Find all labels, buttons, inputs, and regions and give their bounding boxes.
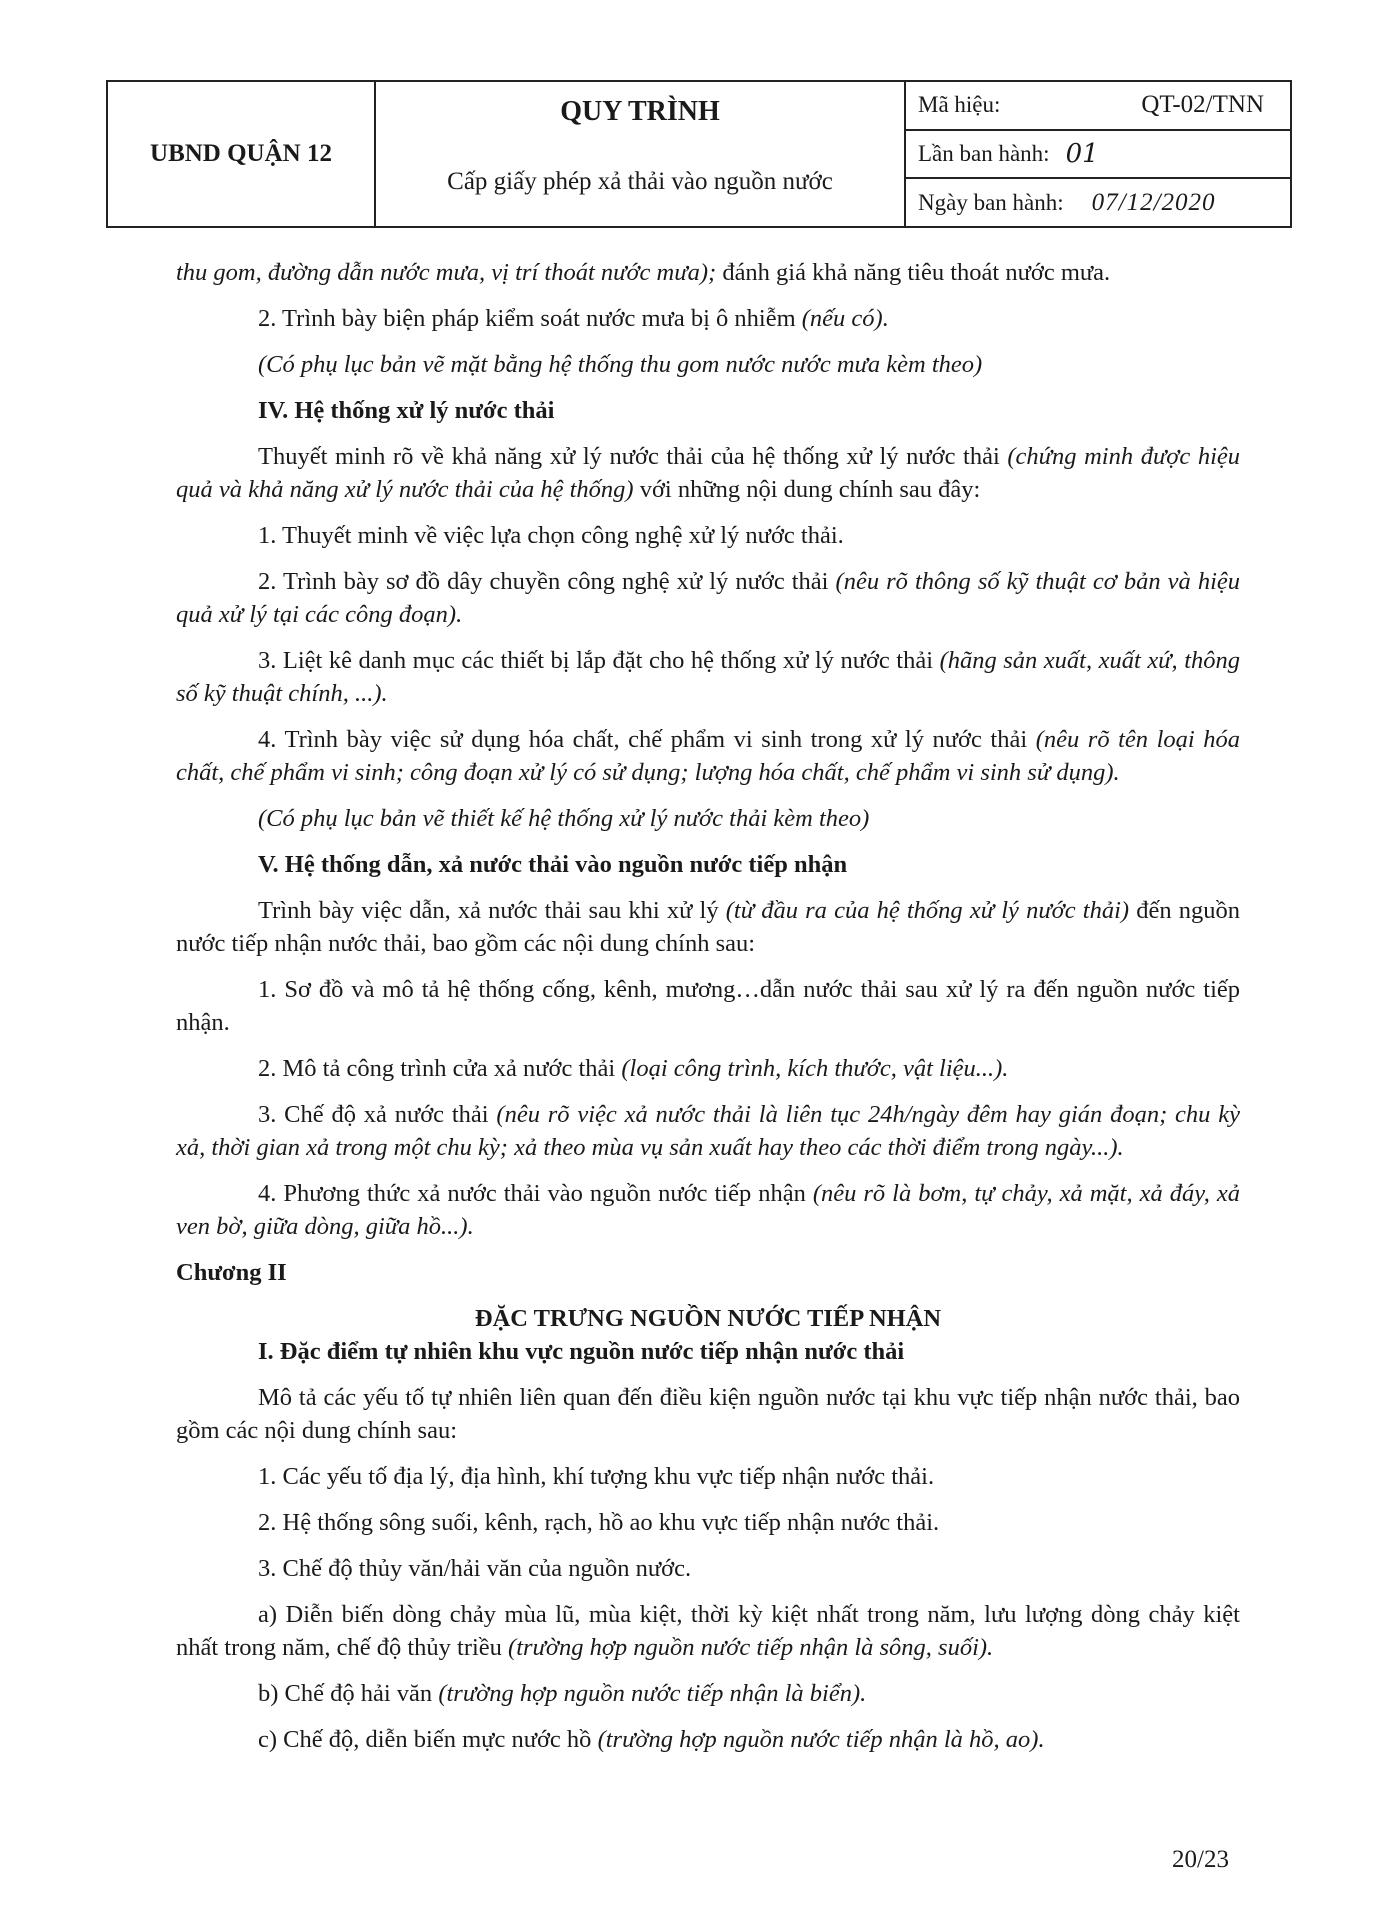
italic-text: (trường hợp nguồn nước tiếp nhận là hồ, ao). xyxy=(597,1726,1045,1753)
text: 4. Trình bày việc sử dụng hóa chất, chế phẩm vi sinh trong xử lý nước thải xyxy=(258,726,1036,753)
text: 3. Chế độ xả nước thải xyxy=(258,1101,497,1128)
paragraph: 1. Thuyết minh về việc lựa chọn công nghệ xử lý nước thải. xyxy=(258,522,844,549)
text: đánh giá khả năng tiêu thoát nước mưa. xyxy=(716,259,1111,286)
text: a) Diễn biến dòng chảy mùa lũ, mùa kiệt, thời kỳ kiệt nhất trong năm, lưu lượng dòng chảy kiệt nhất trong năm, chế độ thủy triều xyxy=(176,1601,1240,1661)
issue-row xyxy=(906,131,1290,180)
italic-text: (trường hợp nguồn nước tiếp nhận là sông, suối). xyxy=(508,1634,994,1661)
paragraph xyxy=(176,1723,1240,1756)
title-cell xyxy=(376,82,906,226)
paragraph: 1. Sơ đồ và mô tả hệ thống cống, kênh, mương…dẫn nước thải sau xử lý ra đến nguồn nước tiếp nhận. xyxy=(176,976,1240,1036)
italic-text: (nêu rõ thông số kỹ thuật cơ bản và hiệu quả xử lý tại các công đoạn). xyxy=(176,568,1241,628)
section-heading-iv: IV. Hệ thống xử lý nước thải xyxy=(258,397,555,424)
paragraph xyxy=(176,1677,1240,1710)
paragraph xyxy=(176,256,1240,289)
code-value: QT-02/TNN xyxy=(1141,91,1264,119)
italic-text: (nếu có). xyxy=(801,305,889,332)
paragraph: 1. Các yếu tố địa lý, địa hình, khí tượng khu vực tiếp nhận nước thải. xyxy=(258,1463,935,1490)
italic-text: (loại công trình, kích thước, vật liệu...). xyxy=(621,1055,1009,1082)
document-body xyxy=(176,256,1240,1769)
issue-label: Lần ban hành: xyxy=(918,141,1050,166)
italic-text: (hãng sản xuất, xuất xứ, thông số kỹ thuật chính, ...). xyxy=(176,647,1240,707)
text: b) Chế độ hải văn xyxy=(258,1680,439,1707)
paragraph xyxy=(176,440,1240,506)
paragraph xyxy=(176,1177,1240,1243)
doc-type: QUY TRÌNH xyxy=(560,96,720,127)
date-label: Ngày ban hành: xyxy=(918,189,1064,215)
paragraph xyxy=(176,565,1240,631)
org-name: UBND QUẬN 12 xyxy=(150,140,332,167)
text: 3. Liệt kê danh mục các thiết bị lắp đặt cho hệ thống xử lý nước thải xyxy=(258,647,940,674)
document-header-table xyxy=(106,80,1292,228)
text: 4. Phương thức xả nước thải vào nguồn nước tiếp nhận xyxy=(258,1180,813,1207)
text: đến nguồn nước tiếp nhận nước thải, bao gồm các nội dung chính sau: xyxy=(176,897,1240,957)
chapter-label: Chương II xyxy=(176,1259,287,1286)
text: với những nội dung chính sau đây: xyxy=(633,476,981,503)
italic-text: (từ đầu ra của hệ thống xử lý nước thải) xyxy=(725,897,1130,924)
paragraph xyxy=(176,1052,1240,1085)
italic-text: (trường hợp nguồn nước tiếp nhận là biển). xyxy=(438,1680,867,1707)
chapter-title: ĐẶC TRƯNG NGUỒN NƯỚC TIẾP NHẬN xyxy=(474,1305,942,1332)
italic-text: thu gom, đường dẫn nước mưa, vị trí thoát nước mưa); xyxy=(176,259,717,286)
date-value: 07/12/2020 xyxy=(1091,188,1216,216)
paragraph: Mô tả các yếu tố tự nhiên liên quan đến điều kiện nguồn nước tại khu vực tiếp nhận nước thải, bao gồm các nội dung chính sau: xyxy=(176,1384,1240,1444)
org-cell xyxy=(108,82,376,226)
paragraph xyxy=(176,302,1240,335)
doc-title: Cấp giấy phép xả thải vào nguồn nước xyxy=(447,168,833,195)
italic-text: (nêu rõ là bơm, tự chảy, xả mặt, xả đáy, xả ven bờ, giữa dòng, giữa hồ...). xyxy=(176,1180,1240,1240)
text: 2. Trình bày sơ đồ dây chuyền công nghệ xử lý nước thải xyxy=(258,568,836,595)
paragraph xyxy=(176,723,1240,789)
section-heading-v: V. Hệ thống dẫn, xả nước thải vào nguồn nước tiếp nhận xyxy=(258,851,848,878)
code-row xyxy=(906,82,1290,131)
paragraph xyxy=(176,1098,1240,1164)
page-number: 20/23 xyxy=(1172,1846,1229,1873)
text: 2. Trình bày biện pháp kiểm soát nước mưa bị ô nhiễm xyxy=(258,305,802,332)
paragraph: (Có phụ lục bản vẽ mặt bằng hệ thống thu gom nước nước mưa kèm theo) xyxy=(258,351,983,378)
paragraph xyxy=(176,644,1240,710)
text: Thuyết minh rõ về khả năng xử lý nước thải của hệ thống xử lý nước thải xyxy=(258,443,1008,470)
paragraph: (Có phụ lục bản vẽ thiết kế hệ thống xử lý nước thải kèm theo) xyxy=(258,805,870,832)
issue-value: 01 xyxy=(1065,139,1099,169)
meta-cell xyxy=(906,82,1290,226)
paragraph xyxy=(176,894,1240,960)
code-label: Mã hiệu: xyxy=(918,92,1001,118)
paragraph: 3. Chế độ thủy văn/hải văn của nguồn nước. xyxy=(258,1555,692,1582)
text: c) Chế độ, diễn biến mực nước hồ xyxy=(258,1726,598,1753)
paragraph: 2. Hệ thống sông suối, kênh, rạch, hồ ao khu vực tiếp nhận nước thải. xyxy=(258,1509,940,1536)
italic-text: (nêu rõ việc xả nước thải là liên tục 24h/ngày đêm hay gián đoạn; chu kỳ xả, thời gian xả trong một chu kỳ; xả theo mùa vụ sản xuất hay theo các thời điểm trong ngày...). xyxy=(176,1101,1240,1161)
italic-text: (chứng minh được hiệu quả và khả năng xử lý nước thải của hệ thống) xyxy=(176,443,1241,503)
text: 2. Mô tả công trình cửa xả nước thải xyxy=(258,1055,622,1082)
text: Trình bày việc dẫn, xả nước thải sau khi xử lý xyxy=(258,897,726,924)
date-row xyxy=(906,179,1290,226)
italic-text: (nêu rõ tên loại hóa chất, chế phẩm vi sinh; công đoạn xử lý có sử dụng; lượng hóa chất, chế phẩm vi sinh sử dụng). xyxy=(176,726,1240,786)
paragraph xyxy=(176,1598,1240,1664)
section-heading-i: I. Đặc điểm tự nhiên khu vực nguồn nước tiếp nhận nước thải xyxy=(258,1338,905,1365)
